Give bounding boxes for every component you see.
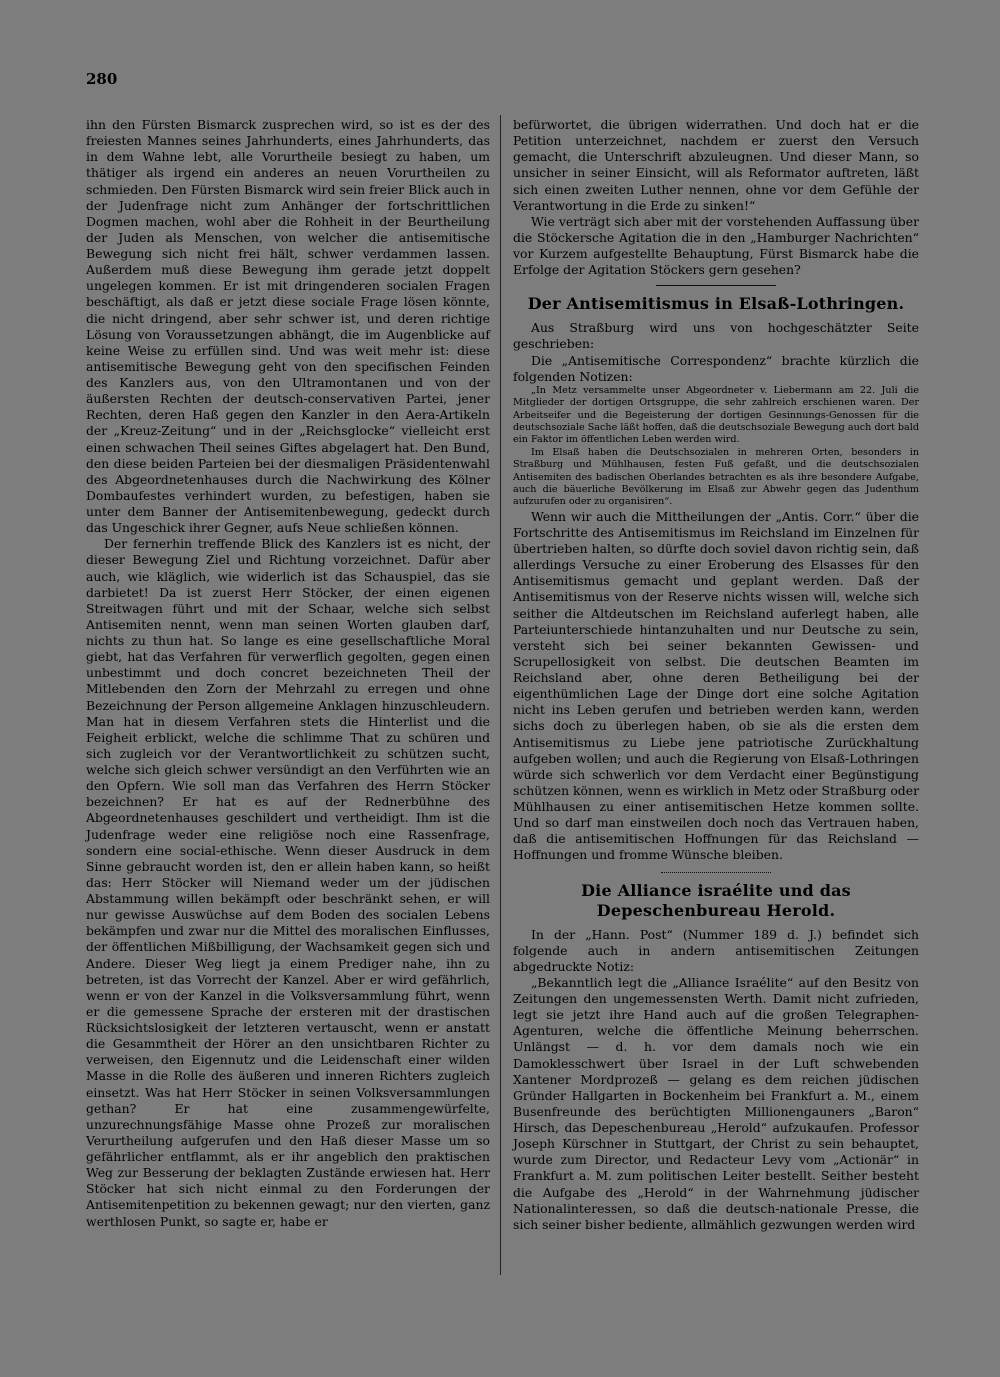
page-number: 280 [86,70,118,88]
elsass-closing-paragraph: Wenn wir auch die Mittheilungen der „Antis. Corr.“ über die Fortschritte des Antisemitismus im Reichsland im Einzelnen für übertrieben halten, so dürfte doch soviel davon richtig sein, daß allerdings Versuche zu einer Eroberung des Elsasses für den Antisemitismus gemacht und geplant werden. Daß der Antisemitismus von der Reserve nichts wissen will, welche sich seither die Altdeutschen im Reichsland auferlegt haben, alle Parteiunterschiede hintanzuhalten und nur Deutsche zu sein, versteht sich bei seiner bekannten Gewissen- und Scrupellosigkeit von selbst. Die deutschen Beamten im Reichsland aber, ohne deren Betheiligung bei der eigenthümlichen Lage der Dinge dort eine solche Agitation nicht ins Leben gerufen und betrieben werden kann, werden sichs doch zu überlegen haben, ob sie als die ersten dem Antisemitismus zu Liebe jene patriotische Zurückhaltung aufgeben wollen; und auch die Regierung von Elsaß-Lothringen würde sich schwerlich vor dem Verdacht einer Begünstigung schützen können, wenn es wirklich in Metz oder Straßburg oder Mühlhausen zu einer antisemitischen Hetze kommen sollte. Und so darf man einstweilen doch noch das Vertrauen haben, daß die antisemitischen Hoffnungen für das Reichsland — Hoffnungen und fromme Wünsche bleiben. [513,508,919,863]
right-intro-paragraph-2: Wie verträgt sich aber mit der vorstehenden Auffassung über die Stöckersche Agitation die in den „Hamburger Nachrichten“ vor Kurzem aufgestellte Behauptung, Fürst Bismarck habe die Erfolge der Agitation Stöckers gern gesehen? [513,213,919,278]
elsass-paragraph-2: Die „Antisemitische Correspondenz“ brachte kürzlich die folgenden Notizen: [513,352,919,384]
elsass-paragraph-1: Aus Straßburg wird uns von hochgeschätzter Seite geschrieben: [513,320,919,352]
section-divider [656,285,776,286]
elsass-quote-2: Im Elsaß haben die Deutschsozialen in mehreren Orten, besonders in Straßburg und Mühlhausen, festen Fuß gefaßt, und die deutschsozialen Antisemiten des badischen Oberlandes betrachten es als ihre besondere Aufgabe, auch die bäuerliche Bevölkerung im Elsaß zur Abwehr gegen das Judenthum aufzurufen oder zu organisiren“. [513,446,919,508]
section-heading-elsass: Der Antisemitismus in Elsaß-Lothringen. [527,294,905,314]
section-heading-alliance: Die Alliance israélite und das Depeschenbureau Herold. [581,880,851,920]
left-column [86,117,490,1230]
elsass-quote-1: „In Metz versammelte unser Abgeordneter v. Liebermann am 22. Juli die Mitglieder der dortigen Ortsgruppe, die sehr zahlreich erschienen waren. Der Arbeitseifer und die Begeisterung der dortigen Gesinnungs-Genossen für die deutschsoziale Sache läßt hoffen, daß die deutschsoziale Bewegung auch dort bald ein Faktor im öffentlichen Leben werden wird. [513,384,919,446]
left-paragraph-1: ihn den Fürsten Bismarck zusprechen wird, so ist es der des freiesten Mannes seines Jahrhunderts, eines Jahrhunderts, das in dem Wahne lebt, alle Vorurtheile besiegt zu haben, um thätiger als irgend ein anderes an neuen Vorurtheilen zu schmieden. Den Fürsten Bismarck wird sein freier Blick auch in der Judenfrage nicht zum Anhänger der fortschrittlichen Dogmen machen, wohl aber die Rohheit in der Beurtheilung der Juden als Menschen, von welcher die antisemitische Bewegung sich nicht frei hält, schwer verdammen lassen. Außerdem muß diese Bewegung ihm gerade jetzt doppelt ungelegen kommen. Er ist mit dringenderen socialen Fragen beschäftigt, als daß er jetzt diese sociale Frage lösen könnte, die nicht dringend, aber sehr schwer ist, und deren richtige Lösung von Voraussetzungen abhängt, die im Augenblicke auf keine Weise zu erfüllen sind. Und was weit mehr ist: diese antisemitische Bewegung geht von den specifischen Feinden des Kanzlers aus, von den Ultramontanen und von der äußersten Rechten der deutsch-conservativen Partei, jener Rechten, deren Haß gegen den Kanzler in den Aera-Artikeln der „Kreuz-Zeitung“ und in der „Reichsglocke“ vielleicht erst einen schwachen Theil seines Giftes abgelagert hat. Den Bund, den diese beiden Parteien bei der diesmaligen Präsidentenwahl des Abgeordnetenhauses durch die Nachwirkung des Kölner Dombaufestes verhindert wurden, zu befestigen, haben sie unter dem Banner der Antisemitenbewegung, gedeckt durch das Ungeschick ihrer Gegner, aufs Neue schließen können. [86,117,490,536]
section-divider-dotted [661,872,771,873]
left-paragraph-2: Der fernerhin treffende Blick des Kanzlers ist es nicht, der dieser Bewegung Ziel und Richtung vorzeichnet. Dafür aber auch, wie kläglich, wie widerlich ist das Schauspiel, das sie darbietet! Da ist zuerst Herr Stöcker, der einen eigenen Streitwagen führt und mit der Schaar, welche sich selbst Antisemiten nennt, wenn man seinen Worten glauben darf, nichts zu thun hat. So lange es eine gesellschaftliche Moral giebt, hat das Verfahren für verwerflich gegolten, gegen einen unbestimmt und doch concret bezeichneten Theil der Mitlebenden den Zorn der Mehrzahl zu erregen und ohne Bezeichnung der Person allgemeine Anklagen hinzuschleudern. Man hat in diesem Verfahren stets die Hinterlist und die Feigheit erblickt, welche die schlimme That zu schüren und sich zugleich vor der Verantwortlichkeit zu schützen sucht, welche sich gleich schwer versündigt an den Verführten wie an den Opfern. Wie soll man das Verfahren des Herrn Stöcker bezeichnen? Er hat es auf der Rednerbühne des Abgeordnetenhauses geschildert und vertheidigt. Ihm ist die Judenfrage weder eine religiöse noch eine Rassenfrage, sondern eine social-ethische. Wenn dieser Ausdruck in dem Sinne gebraucht worden ist, den er allein haben kann, so heißt das: Herr Stöcker will Niemand weder um der jüdischen Abstammung willen bekämpft oder beschränkt sehen, er will nur gewisse Auswüchse auf dem Boden des socialen Lebens bekämpfen und zwar nur die Mittel des moralischen Einflusses, der öffentlichen Mißbilligung, der Wachsamkeit gegen sich und Andere. Dieser Weg liegt ja einem Prediger nahe, ihn zu betreten, ist das Vorrecht der Kanzel. Aber er wird gefährlich, wenn er von der Kanzel in die Volksversammlung führt, wenn er die gemessene Sprache der ersteren mit der drastischen Rücksichtslosigkeit der letzteren vertauscht, wenn er anstatt die Gesammtheit der Hörer an den unsichtbaren Richter zu verweisen, den Eigennutz und die Leidenschaft einer wilden Masse in die Rolle des äußeren und inneren Richters zugleich einsetzt. Was hat Herr Stöcker in seinen Volksversammlungen gethan? Er hat eine zusammengewürfelte, unzurechnungsfähige Masse ohne Prozeß zur moralischen Verurtheilung aufgerufen und den Haß dieser Masse um so gefährlicher entflammt, als er ihr angeblich den praktischen Weg zur Besserung der beklagten Zustände erwiesen hat. Herr Stöcker hat sich nicht einmal zu den Forderungen der Antisemitenpetition zu bekennen gewagt; nur den vierten, ganz werthlosen Punkt, so sagte er, habe er [86,536,490,1229]
right-column [513,117,919,1233]
column-rule [500,115,501,1275]
right-intro-paragraph-1: befürwortet, die übrigen widerrathen. Und doch hat er die Petition unterzeichnet, nachdem er zuerst den Versuch gemacht, die Unterschrift abzuleugnen. Und dieser Mann, so unsicher in seiner Einsicht, will als Reformator auftreten, läßt sich einen zweiten Luther nennen, ohne vor dem Gefühle der Verantwortung in die Erde zu sinken!“ [513,117,919,213]
alliance-paragraph-1: In der „Hann. Post“ (Nummer 189 d. J.) befindet sich folgende auch in andern antisemitischen Zeitungen abgedruckte Notiz: [513,926,919,974]
alliance-paragraph-2: „Bekanntlich legt die „Alliance Israélite“ auf den Besitz von Zeitungen den ungemessensten Werth. Damit nicht zufrieden, legt sie jetzt ihre Hand auch auf die großen Telegraphen-Agenturen, welche die öffentliche Meinung beherrschen. Unlängst — d. h. vor dem damals noch wie ein Damoklesschwert über Israel in der Luft schwebenden Xantener Mordprozeß — gelang es dem reichen jüdischen Gründer Hallgarten in Bockenheim bei Frankfurt a. M., einem Busenfreunde des berüchtigten Millionengauners „Baron“ Hirsch, das Depeschenbureau „Herold“ aufzukaufen. Professor Joseph Kürschner in Stuttgart, der Christ zu sein behauptet, wurde zum Director, und Redacteur Levy vom „Actionär“ in Frankfurt a. M. zum politischen Leiter bestellt. Seither besteht die Aufgabe des „Herold“ in der Wahrnehmung jüdischer Nationalinteressen, so daß die deutsch-nationale Presse, die sich seiner bisher bediente, allmählich gezwungen werden wird [513,974,919,1232]
